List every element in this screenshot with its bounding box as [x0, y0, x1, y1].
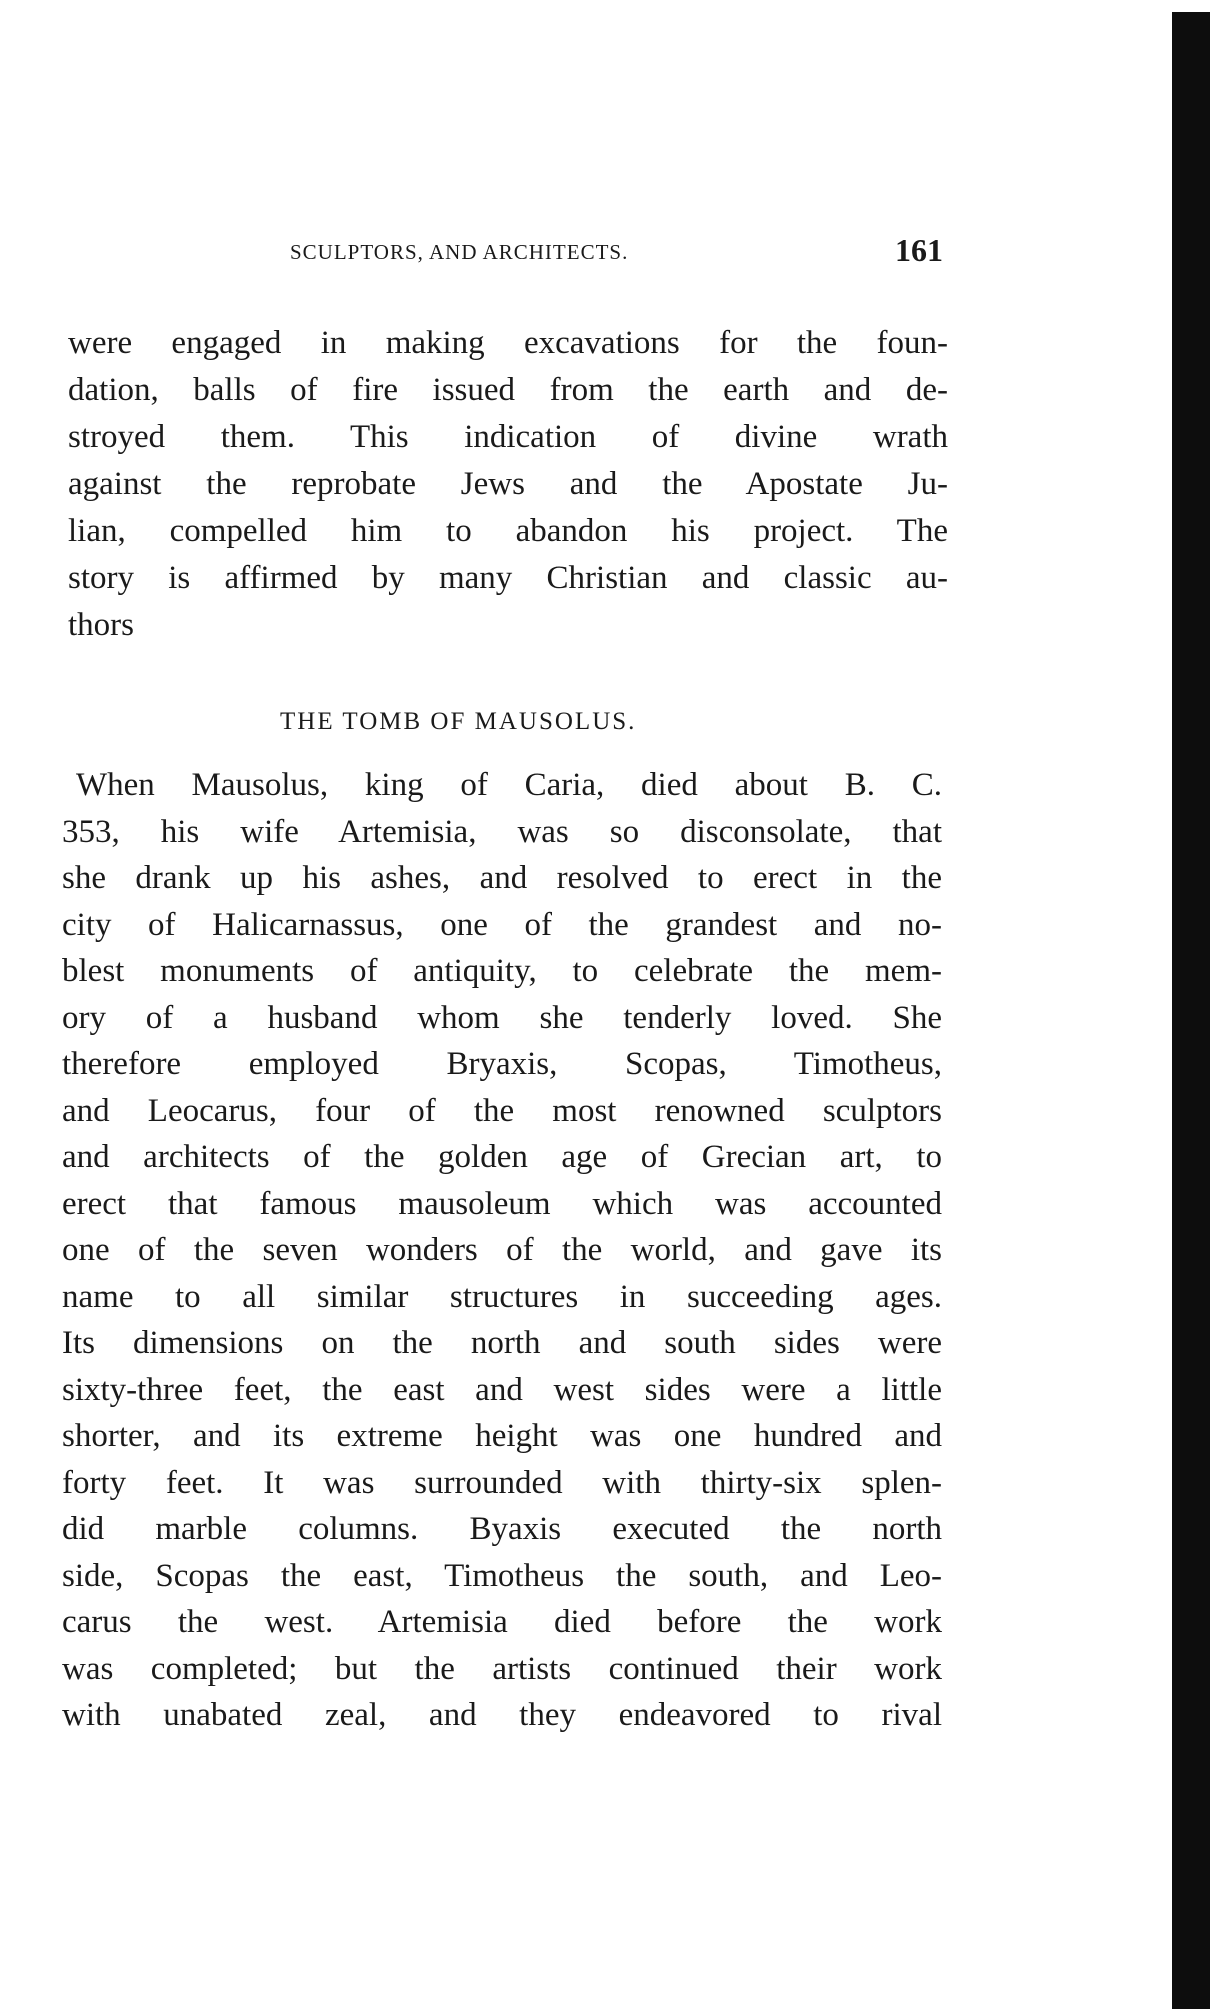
text-line: she drank up his ashes, and resolved to erect in the [62, 860, 942, 896]
section-heading: THE TOMB OF MAUSOLUS. [280, 708, 637, 735]
text-line: dation, balls of fire issued from the earth and de- [68, 372, 948, 408]
text-line: were engaged in making excavations for the foun- [68, 325, 948, 361]
text-line: therefore employed Bryaxis, Scopas, Timotheus, [62, 1046, 942, 1082]
text-line: carus the west. Artemisia died before the work [62, 1604, 942, 1640]
running-head: SCULPTORS, AND ARCHITECTS. [290, 240, 629, 264]
text-line: shorter, and its extreme height was one hundred and [62, 1418, 942, 1454]
text-line: erect that famous mausoleum which was accounted [62, 1185, 942, 1222]
text-line: blest monuments of antiquity, to celebrate the mem- [62, 953, 942, 989]
text-line: side, Scopas the east, Timotheus the south, and Leo- [62, 1557, 942, 1594]
text-line: did marble columns. Byaxis executed the north [62, 1511, 942, 1547]
paragraph-1 [68, 320, 948, 649]
page-edge-shadow [1172, 12, 1210, 2009]
text-line: and Leocarus, four of the most renowned sculptors [62, 1092, 942, 1129]
text-line: forty feet. It was surrounded with thirty-six splen- [62, 1464, 942, 1501]
text-line: ory of a husband whom she tenderly loved. She [62, 999, 942, 1036]
text-line: sixty-three feet, the east and west sides were a little [62, 1371, 942, 1408]
text-line: one of the seven wonders of the world, and gave its [62, 1232, 942, 1268]
page-number: 161 [895, 232, 943, 268]
text-line: 353, his wife Artemisia, was so disconsolate, that [62, 813, 942, 850]
text-line: was completed; but the artists continued their work [62, 1650, 942, 1687]
paragraph-2 [62, 762, 942, 1739]
text-line: thors [68, 607, 134, 643]
text-line: stroyed them. This indication of divine wrath [68, 419, 948, 455]
text-line: with unabated zeal, and they endeavored to rival [62, 1697, 942, 1733]
text-line: When Mausolus, king of Caria, died about B. C. [76, 767, 942, 803]
text-line: against the reprobate Jews and the Apostate Ju- [68, 466, 948, 502]
text-line: and architects of the golden age of Grecian art, to [62, 1139, 942, 1175]
text-line: city of Halicarnassus, one of the grandest and no- [62, 906, 942, 943]
text-line: story is affirmed by many Christian and classic au- [68, 560, 948, 596]
text-line: Its dimensions on the north and south sides were [62, 1325, 942, 1361]
text-line: name to all similar structures in succeeding ages. [62, 1278, 942, 1315]
text-line: lian, compelled him to abandon his project. The [68, 513, 948, 549]
